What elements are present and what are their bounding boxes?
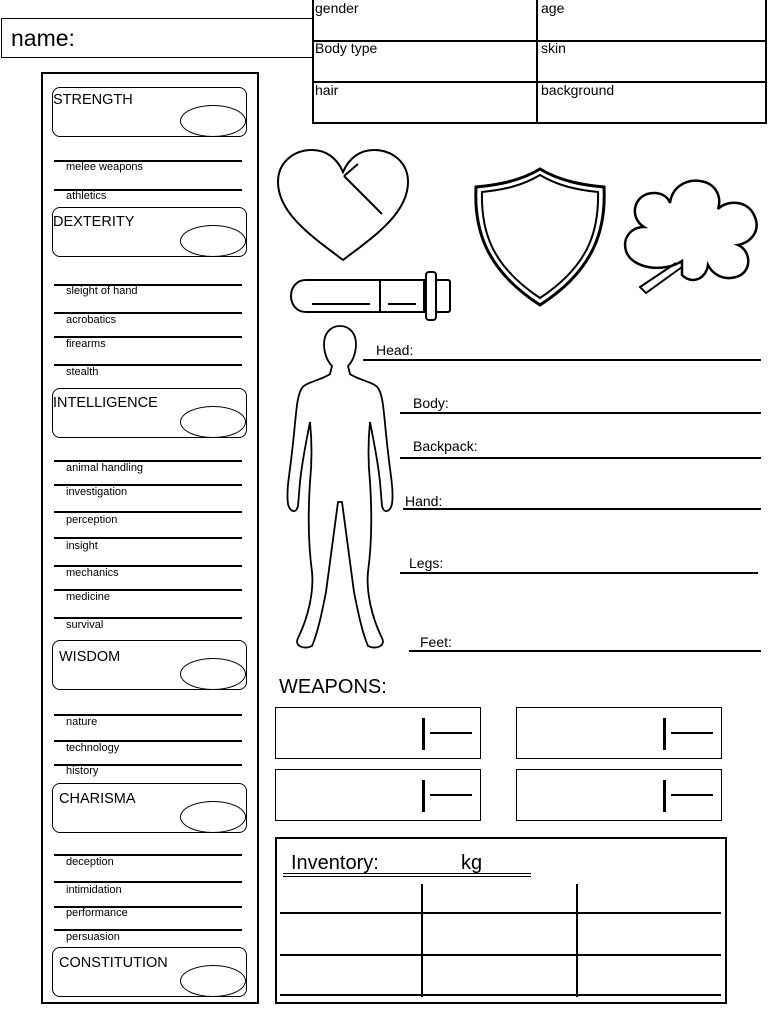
skill-label: insight — [66, 540, 98, 552]
skill-label: firearms — [66, 338, 106, 350]
skill-label: animal handling — [66, 462, 144, 474]
inventory-cell[interactable] — [578, 956, 720, 993]
attribute-dexterity — [52, 207, 247, 257]
inventory-cell[interactable] — [280, 956, 420, 993]
attribute-label: DEXTERITY — [53, 214, 135, 230]
attribute-score-oval[interactable] — [180, 965, 246, 997]
attribute-label: INTELLIGENCE — [53, 395, 158, 411]
age-field[interactable]: age — [541, 0, 565, 16]
skill-label: deception — [66, 856, 114, 868]
skill-label: nature — [66, 716, 98, 728]
skill-line[interactable] — [54, 511, 242, 513]
gender-field[interactable]: gender — [315, 0, 359, 16]
attribute-label: WISDOM — [59, 649, 121, 665]
weapon-slot[interactable] — [516, 707, 722, 759]
attribute-strength — [52, 87, 247, 137]
attribute-score-oval[interactable] — [180, 801, 246, 833]
name-field[interactable] — [1, 18, 314, 58]
skill-line[interactable] — [54, 881, 242, 883]
skill-label: perception — [66, 514, 118, 526]
skill-label: sleight of hand — [66, 285, 138, 297]
name-label: name: — [11, 25, 75, 51]
skill-label: technology — [66, 742, 120, 754]
weapon-marker-dash — [671, 794, 713, 796]
inventory-title-underline — [283, 873, 531, 877]
equip-backpack-label: Backpack: — [413, 438, 478, 454]
human-silhouette-icon — [282, 322, 400, 654]
equip-head-label: Head: — [376, 342, 414, 358]
weapon-slot[interactable] — [516, 769, 722, 821]
character-info-grid — [312, 0, 767, 124]
skill-label: persuasion — [66, 931, 120, 943]
attribute-constitution — [52, 947, 247, 997]
background-field[interactable]: background — [541, 82, 615, 98]
weapon-marker — [422, 780, 425, 812]
body-type-field[interactable]: Body type — [315, 40, 378, 56]
attribute-label: STRENGTH — [53, 92, 133, 108]
skill-label: medicine — [66, 591, 111, 603]
equip-feet-label: Feet: — [420, 634, 452, 650]
skill-label: intimidation — [66, 884, 122, 896]
inventory-weight-unit: kg — [461, 852, 483, 874]
skill-label: stealth — [66, 366, 99, 378]
equip-legs-line[interactable] — [400, 572, 758, 574]
equip-hand-line[interactable] — [403, 508, 761, 510]
weapon-marker-dash — [671, 732, 713, 734]
equip-hand-label: Hand: — [405, 493, 443, 509]
attribute-intelligence — [52, 388, 247, 438]
hair-field[interactable]: hair — [315, 82, 339, 98]
attribute-wisdom — [52, 640, 247, 690]
skill-label: acrobatics — [66, 314, 117, 326]
equip-body-label: Body: — [413, 395, 449, 411]
inventory-title: Inventory: — [291, 852, 379, 874]
skill-label: mechanics — [66, 567, 119, 579]
attribute-score-oval[interactable] — [180, 406, 246, 438]
attribute-label: CONSTITUTION — [59, 955, 168, 971]
equip-backpack-line[interactable] — [400, 457, 761, 459]
clover-icon[interactable] — [620, 177, 768, 299]
attribute-label: CHARISMA — [59, 791, 136, 807]
weapons-title: WEAPONS: — [279, 676, 387, 698]
skill-label: survival — [66, 619, 104, 631]
heart-icon[interactable] — [274, 148, 412, 264]
inventory-cell[interactable] — [423, 956, 575, 993]
skill-label: history — [66, 765, 99, 777]
equip-feet-line[interactable] — [409, 650, 761, 652]
attribute-score-oval[interactable] — [180, 105, 246, 137]
weapon-slot[interactable] — [275, 769, 481, 821]
weapon-marker-dash — [430, 794, 472, 796]
weapon-slot[interactable] — [275, 707, 481, 759]
attribute-score-oval[interactable] — [180, 658, 246, 690]
info-grid-divider — [536, 0, 538, 124]
skill-label: athletics — [66, 190, 107, 202]
shield-icon[interactable] — [470, 165, 610, 309]
attribute-score-oval[interactable] — [180, 225, 246, 257]
equip-head-line[interactable] — [363, 359, 761, 361]
inventory-row-line — [280, 994, 721, 996]
weapon-marker — [663, 780, 666, 812]
skill-label: melee weapons — [66, 161, 144, 173]
inventory-cell[interactable] — [578, 914, 720, 953]
weapon-marker-dash — [430, 732, 472, 734]
attribute-charisma — [52, 783, 247, 833]
equip-legs-label: Legs: — [409, 555, 444, 571]
skill-label: performance — [66, 907, 128, 919]
skill-line[interactable] — [54, 537, 242, 539]
skill-label: investigation — [66, 486, 128, 498]
weapon-marker — [663, 718, 666, 750]
inventory-cell[interactable] — [280, 914, 420, 953]
inventory-cell[interactable] — [423, 914, 575, 953]
equip-body-line[interactable] — [400, 412, 761, 414]
vial-icon[interactable] — [284, 270, 456, 322]
weapon-marker — [422, 718, 425, 750]
skin-field[interactable]: skin — [541, 40, 566, 56]
